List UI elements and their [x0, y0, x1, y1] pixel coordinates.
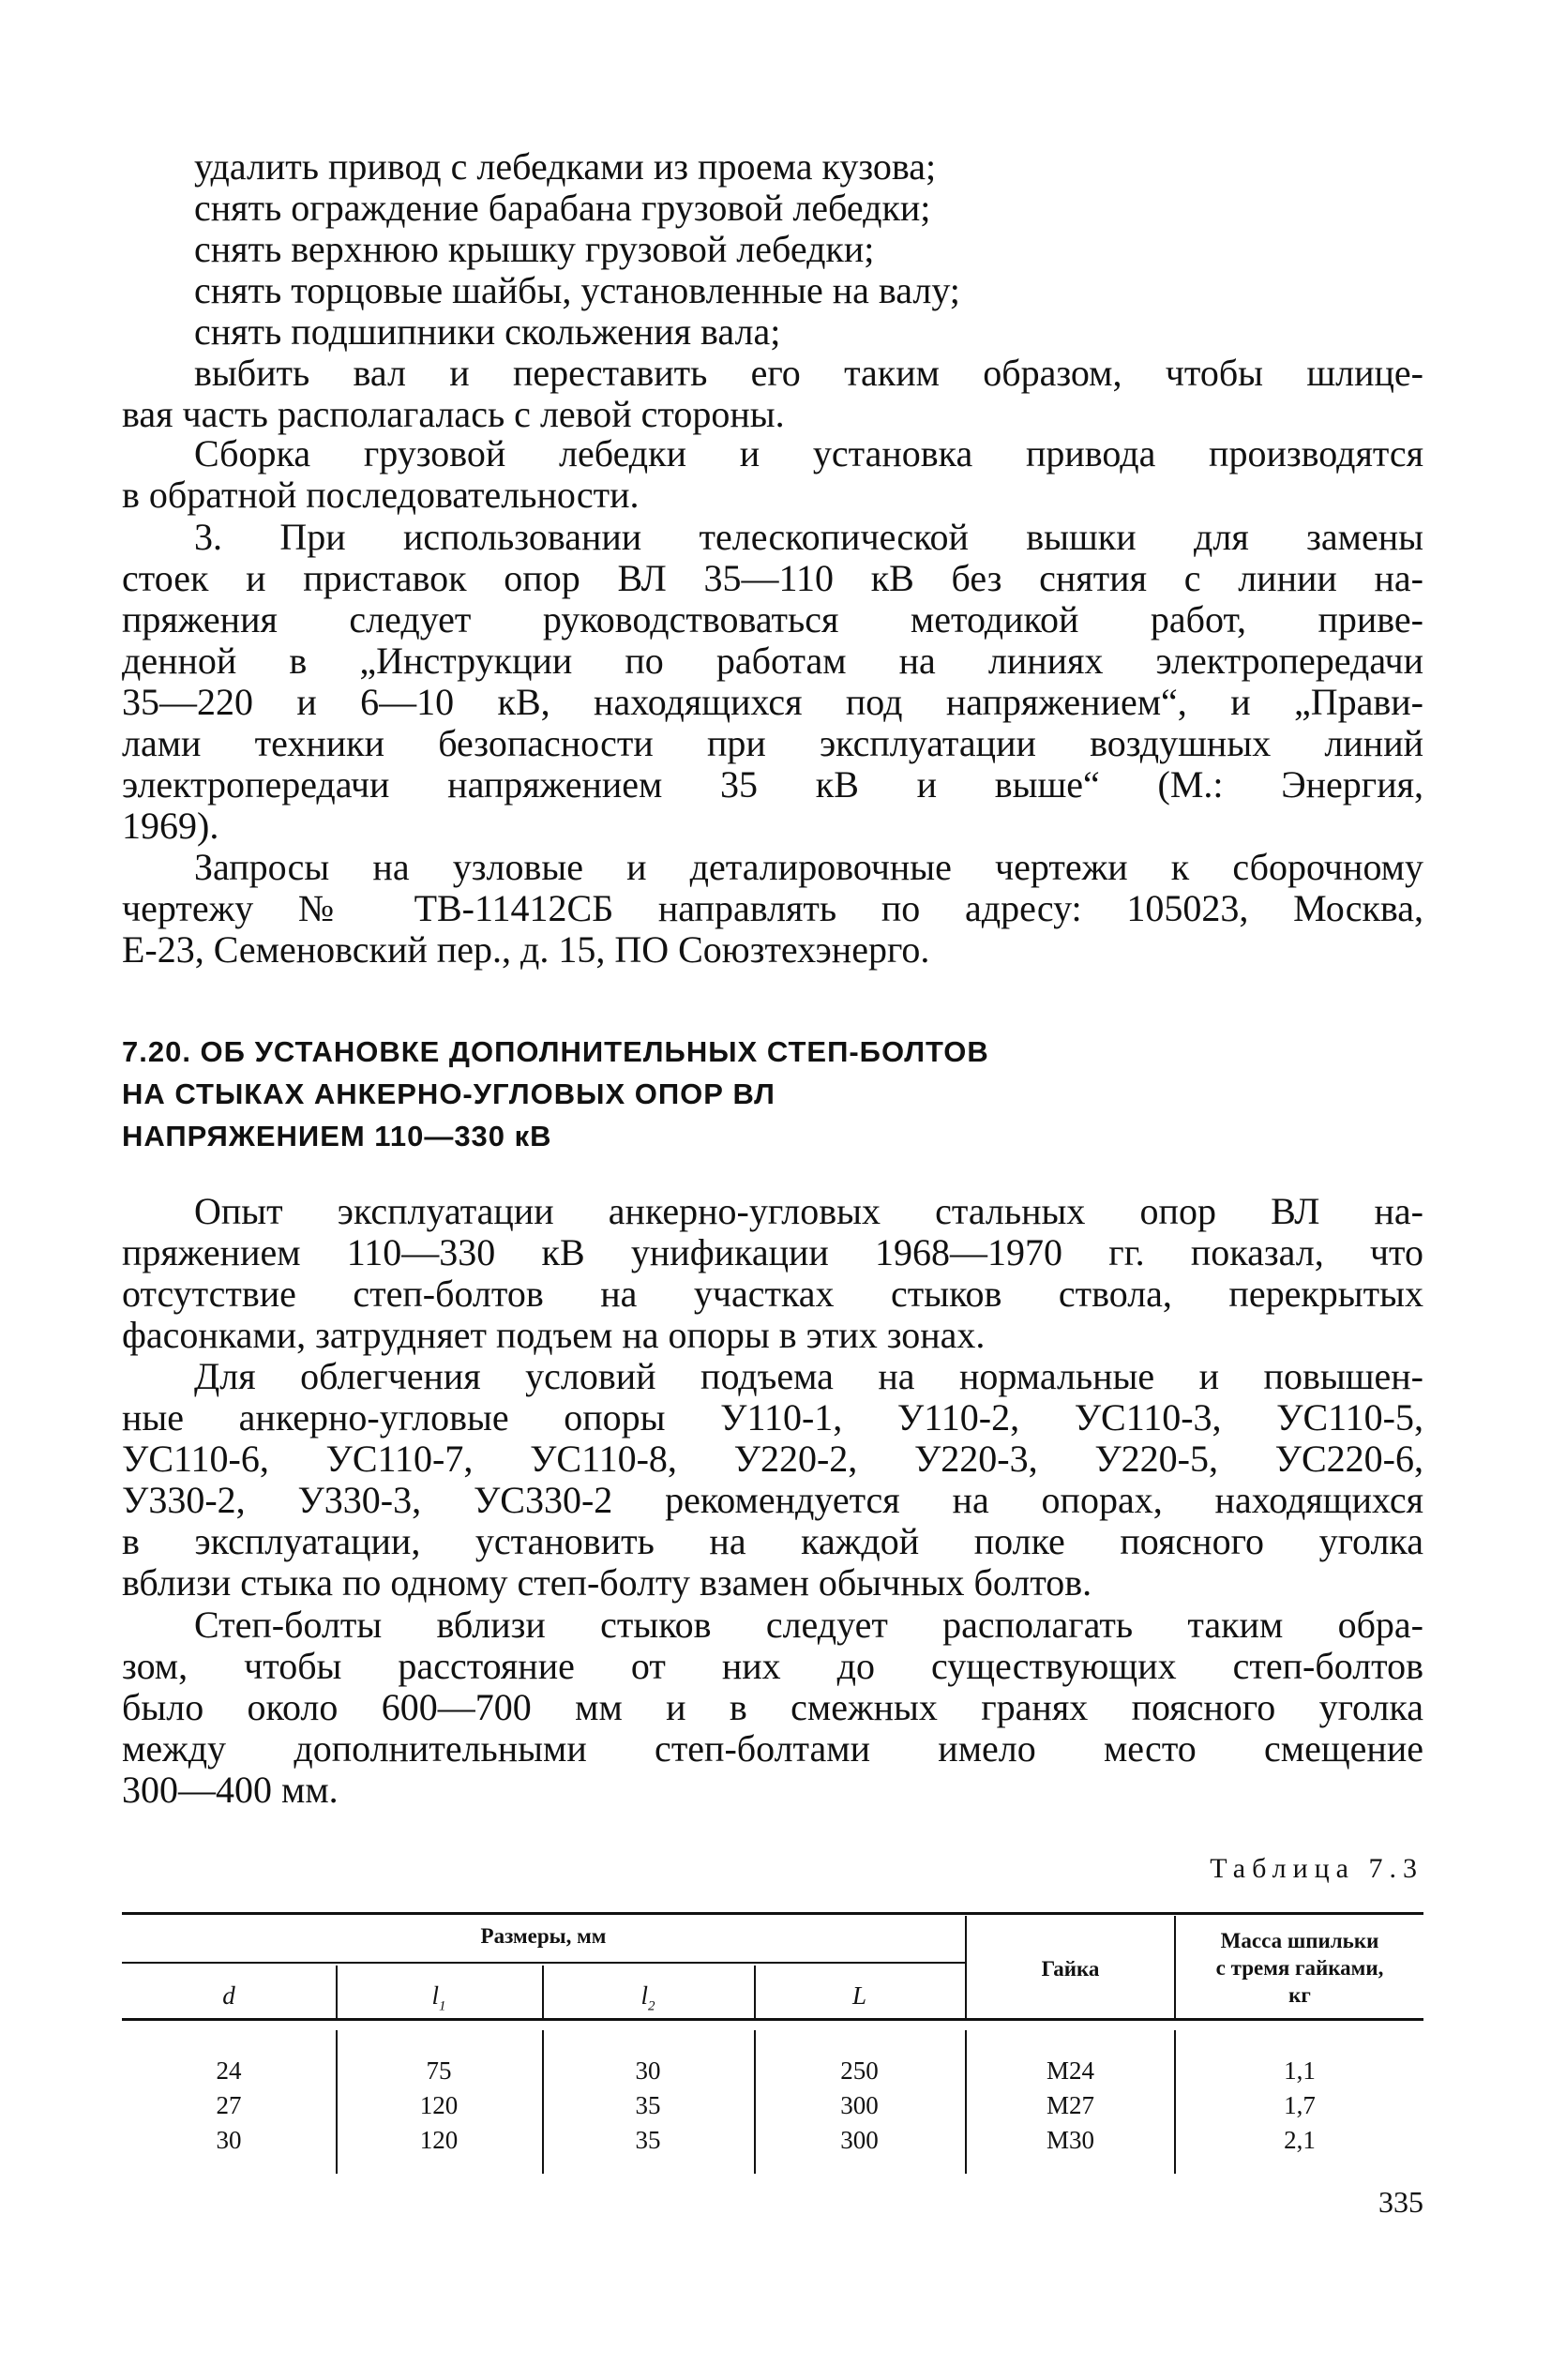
- paragraph-recommendation: [122, 1356, 1423, 1604]
- text-line: снять подшипники скольжения вала;: [194, 310, 781, 353]
- paragraph-placement: [122, 1604, 1423, 1811]
- text-line: 300—400 мм.: [122, 1769, 339, 1811]
- text-line: Опыт эксплуатации анкерно-угловых стальных опор ВЛ на-: [194, 1190, 1423, 1232]
- cell-l1: 120: [419, 2126, 459, 2154]
- cell-nut: М30: [1046, 2126, 1094, 2154]
- cell-l1: 75: [426, 2056, 452, 2085]
- text-line: стоек и приставок опор ВЛ 35—110 кВ без снятия с линии на-: [122, 557, 1423, 599]
- cell-d: 30: [216, 2126, 242, 2154]
- heading-line: НА СТЫКАХ АНКЕРНО-УГЛОВЫХ ОПОР ВЛ: [122, 1077, 776, 1110]
- header-d: d: [222, 1981, 235, 2010]
- text-line: в обратной последовательности.: [122, 474, 640, 516]
- text-line: фасонками, затрудняет подъем на опоры в этих зонах.: [122, 1314, 986, 1356]
- header-l1-subscript: 1: [439, 1998, 446, 2014]
- text-line: Сборка грузовой лебедки и установка привода производятся: [194, 432, 1423, 474]
- header-mass: [1176, 1927, 1423, 2009]
- cell-nut: М27: [1046, 2091, 1094, 2119]
- text-line: Степ-болты вблизи стыков следует располагать таким обра-: [194, 1604, 1423, 1646]
- text-line: 1969).: [122, 805, 219, 847]
- text-line: вая часть располагалась с левой стороны.: [122, 393, 785, 435]
- cell-mass: 1,7: [1284, 2091, 1316, 2119]
- header-L: L: [851, 1981, 867, 2010]
- cell-l2: 30: [635, 2056, 661, 2085]
- text-line: удалить привод с лебедками из проема кузова;: [194, 145, 937, 188]
- cell-L: 250: [840, 2056, 879, 2085]
- header-l1: [336, 1982, 542, 2020]
- text-line: выбить вал и переставить его таким образом, чтобы шлице-: [194, 352, 1423, 394]
- text-line: денной в „Инструкции по работам на линиях электропередачи: [122, 640, 1423, 682]
- cell-L: 300: [840, 2126, 879, 2154]
- text-line: снять торцовые шайбы, установленные на валу;: [194, 269, 960, 311]
- table-group-rule: [122, 1962, 965, 1964]
- cell-d: 24: [216, 2056, 242, 2085]
- text-line: вблизи стыка по одному степ-болту взамен обычных болтов.: [122, 1561, 1092, 1604]
- paragraph-disassembly-steps: [122, 146, 1423, 435]
- header-l2: [542, 1982, 754, 2020]
- text-line: пряжения следует руководствоваться методикой работ, приве-: [122, 598, 1423, 640]
- text-line: снять ограждение барабана грузовой лебедки;: [194, 187, 931, 229]
- cell-mass: 1,1: [1284, 2056, 1316, 2085]
- paragraph-item-3: [122, 517, 1423, 847]
- header-mass-line: Масса шпильки: [1220, 1929, 1379, 1952]
- text-line: У330-2, У330-3, УС330-2 рекомендуется на опорах, находящихся: [122, 1479, 1423, 1521]
- text-line: лами техники безопасности при эксплуатации воздушных линий: [122, 722, 1423, 764]
- heading-line: НАПРЯЖЕНИЕМ 110—330 кВ: [122, 1120, 552, 1152]
- table-caption: Таблица 7.3: [1210, 1853, 1423, 1884]
- paragraph-requests: [122, 847, 1423, 971]
- paragraph-experience: [122, 1191, 1423, 1356]
- cell-l2: 35: [635, 2091, 661, 2119]
- text-line: Запросы на узловые и деталировочные чертежи к сборочному: [194, 846, 1423, 888]
- cell-mass: 2,1: [1284, 2126, 1316, 2154]
- cell-L: 300: [840, 2091, 879, 2119]
- text-line: электропередачи напряжением 35 кВ и выше“ (М.: Энергия,: [122, 763, 1423, 806]
- paragraph-assembly: [122, 433, 1423, 516]
- text-line: чертежу № ТВ-11412СБ направлять по адресу: 105023, Москва,: [122, 887, 1423, 929]
- cell-d: 27: [216, 2091, 242, 2119]
- header-l2-symbol: l: [640, 1981, 648, 2010]
- text-line: между дополнительными степ-болтами имело место смещение: [122, 1727, 1423, 1770]
- heading-line: 7.20. ОБ УСТАНОВКЕ ДОПОЛНИТЕЛЬНЫХ СТЕП-БОЛТОВ: [122, 1035, 989, 1068]
- text-line: 35—220 и 6—10 кВ, находящихся под напряжением“, и „Прави-: [122, 681, 1423, 723]
- text-line: 3. При использовании телескопической вышки для замены: [194, 516, 1423, 558]
- table-top-rule: [122, 1912, 1423, 1915]
- page-number: 335: [1378, 2185, 1423, 2219]
- header-dimensions: Размеры, мм: [480, 1924, 607, 1948]
- text-line: Е-23, Семеновский пер., д. 15, ПО Союзтехэнерго.: [122, 928, 930, 971]
- header-nut: Гайка: [1041, 1957, 1100, 1981]
- text-line: ные анкерно-угловые опоры У110-1, У110-2, УС110-3, УС110-5,: [122, 1396, 1423, 1439]
- text-line: в эксплуатации, установить на каждой полке поясного уголка: [122, 1520, 1423, 1562]
- section-heading: [122, 1031, 989, 1157]
- header-l2-subscript: 2: [648, 1998, 655, 2014]
- text-line: УС110-6, УС110-7, УС110-8, У220-2, У220-3, У220-5, УС220-6,: [122, 1438, 1423, 1480]
- text-line: пряжением 110—330 кВ унификации 1968—1970 гг. показал, что: [122, 1231, 1423, 1273]
- text-line: снять верхнюю крышку грузовой лебедки;: [194, 228, 875, 270]
- cell-l2: 35: [635, 2126, 661, 2154]
- text-line: зом, чтобы расстояние от них до существующих степ-болтов: [122, 1645, 1423, 1687]
- text-line: Для облегчения условий подъема на нормальные и повышен-: [194, 1355, 1423, 1397]
- header-mass-line: кг: [1288, 1983, 1311, 2007]
- cell-l1: 120: [419, 2091, 459, 2119]
- text-line: было около 600—700 мм и в смежных гранях поясного уголка: [122, 1686, 1423, 1728]
- header-mass-line: с тремя гайками,: [1215, 1956, 1384, 1980]
- text-line: отсутствие степ-болтов на участках стыков ствола, перекрытых: [122, 1273, 1423, 1315]
- cell-nut: М24: [1046, 2056, 1094, 2085]
- table-header-rule: [122, 2018, 1423, 2021]
- header-l1-symbol: l: [431, 1981, 439, 2010]
